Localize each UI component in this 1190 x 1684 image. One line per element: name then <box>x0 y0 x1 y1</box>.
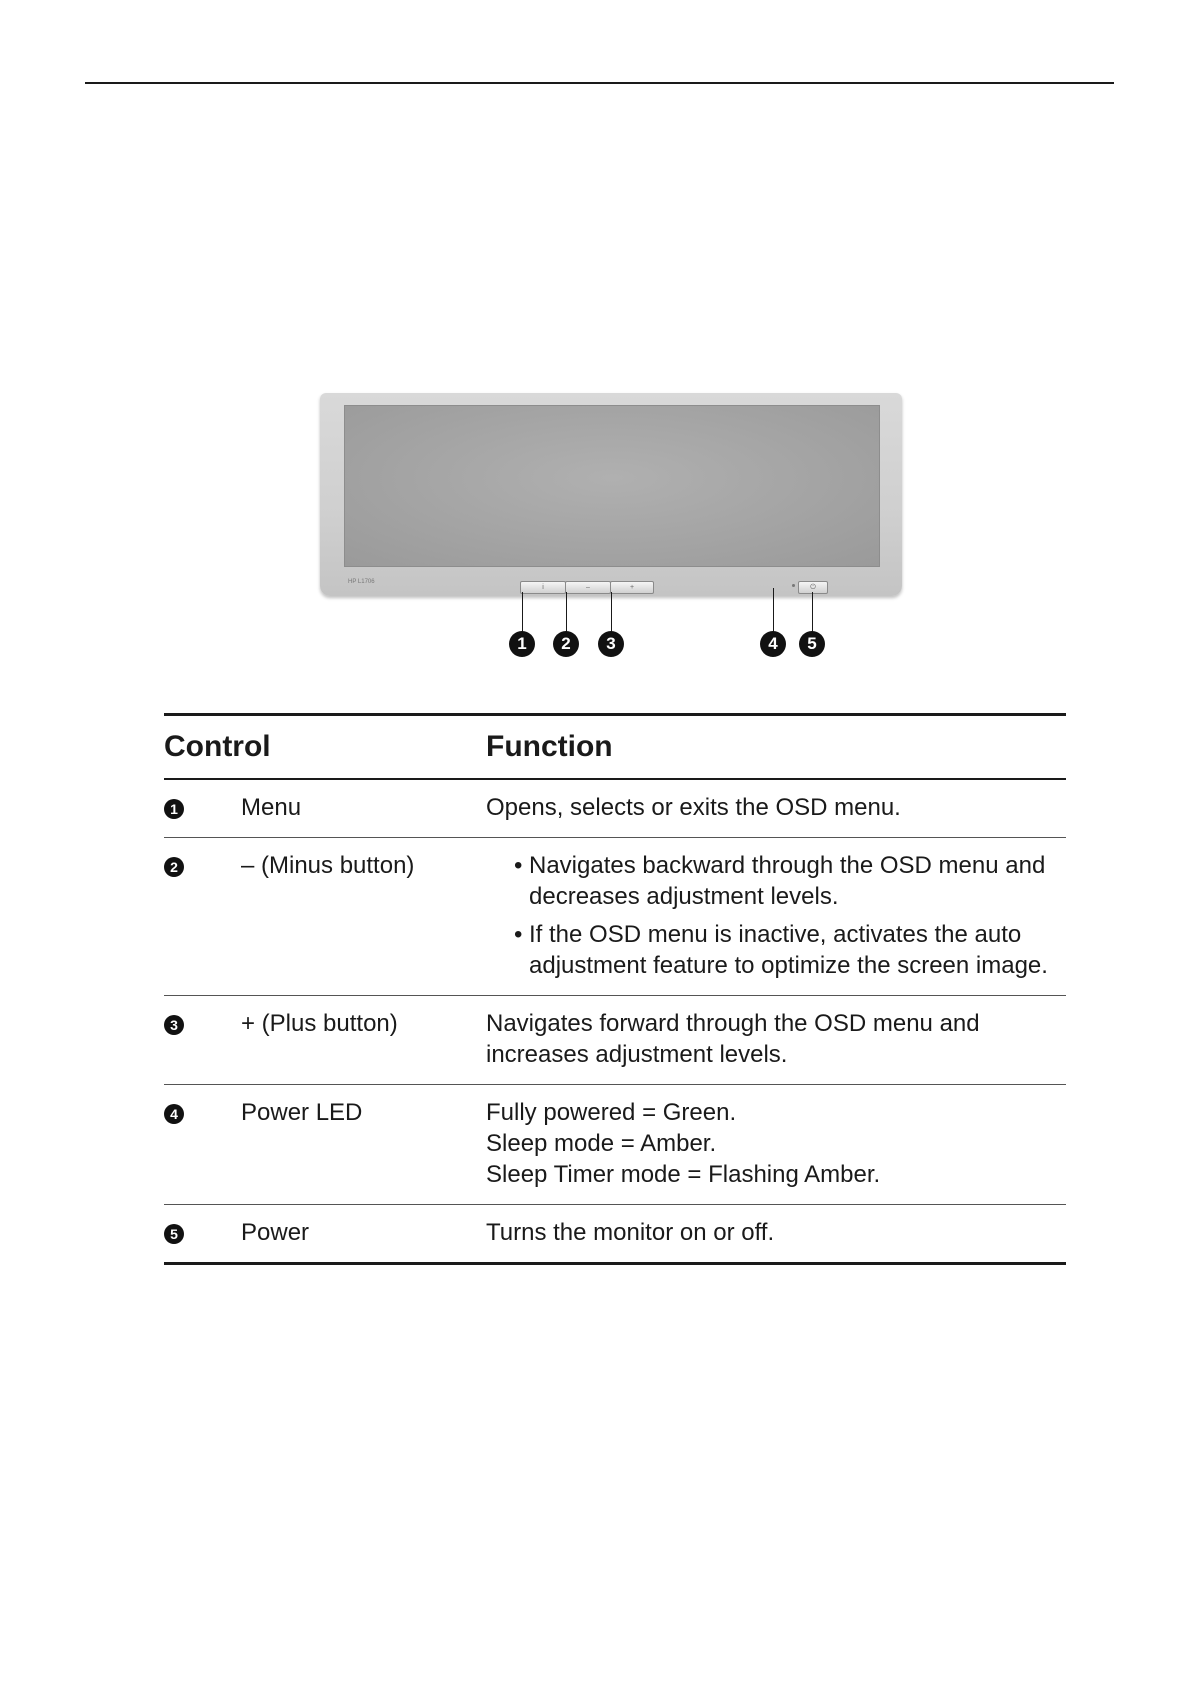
row-function <box>486 1097 1066 1190</box>
row-number: 2 <box>164 850 241 981</box>
row-number: 3 <box>164 1008 241 1070</box>
callout-4: 4 <box>760 631 786 657</box>
power-button-graphic: ⏻ <box>798 581 828 594</box>
table-row <box>164 838 1066 996</box>
row-function: Turns the monitor on or off. <box>486 1219 775 1246</box>
callout-1: 1 <box>509 631 535 657</box>
callout-2: 2 <box>553 631 579 657</box>
leader-line <box>812 592 813 632</box>
row-control: – (Minus button) <box>241 852 415 879</box>
function-line: Sleep mode = Amber. <box>486 1130 717 1157</box>
callout-5: 5 <box>799 631 825 657</box>
leader-line <box>522 592 523 632</box>
power-led-graphic <box>792 584 795 587</box>
monitor-illustration <box>300 385 920 685</box>
function-line: Fully powered = Green. <box>486 1099 737 1126</box>
bullet-item: • Navigates backward through the OSD menu and decreases adjustment levels. <box>486 850 1066 912</box>
row-control: Menu <box>241 794 302 821</box>
row-function: Opens, selects or exits the OSD menu. <box>486 794 901 821</box>
row-number: 5 <box>164 1217 241 1248</box>
row-control: + (Plus button) <box>241 1010 398 1037</box>
bullet-item: • If the OSD menu is inactive, activates the auto adjustment feature to optimize the screen image. <box>486 919 1066 981</box>
row-control: Power <box>241 1219 310 1246</box>
leader-line <box>611 592 612 632</box>
monitor-bezel <box>320 393 902 596</box>
function-line: Sleep Timer mode = Flashing Amber. <box>486 1161 881 1188</box>
model-label: HP L1706 <box>348 579 375 585</box>
row-control: Power LED <box>241 1099 363 1126</box>
monitor-screen <box>344 405 880 567</box>
table-row <box>164 1085 1066 1205</box>
row-function: Navigates forward through the OSD menu and increases adjustment levels. <box>486 1010 980 1068</box>
row-number: 1 <box>164 792 241 823</box>
minus-button-graphic: – <box>565 581 611 594</box>
control-header: Control <box>164 730 271 763</box>
leader-line <box>566 592 567 632</box>
table-row <box>164 1205 1066 1262</box>
row-function <box>486 850 1066 981</box>
menu-button-graphic: i <box>520 581 566 594</box>
function-header: Function <box>486 730 613 763</box>
callout-3: 3 <box>598 631 624 657</box>
leader-line <box>773 588 774 632</box>
table-row <box>164 996 1066 1085</box>
controls-table <box>164 713 1066 1265</box>
row-number: 4 <box>164 1097 241 1190</box>
table-row <box>164 780 1066 838</box>
plus-button-graphic: + <box>610 581 654 594</box>
header-rule <box>85 82 1114 84</box>
table-header <box>164 716 1066 780</box>
